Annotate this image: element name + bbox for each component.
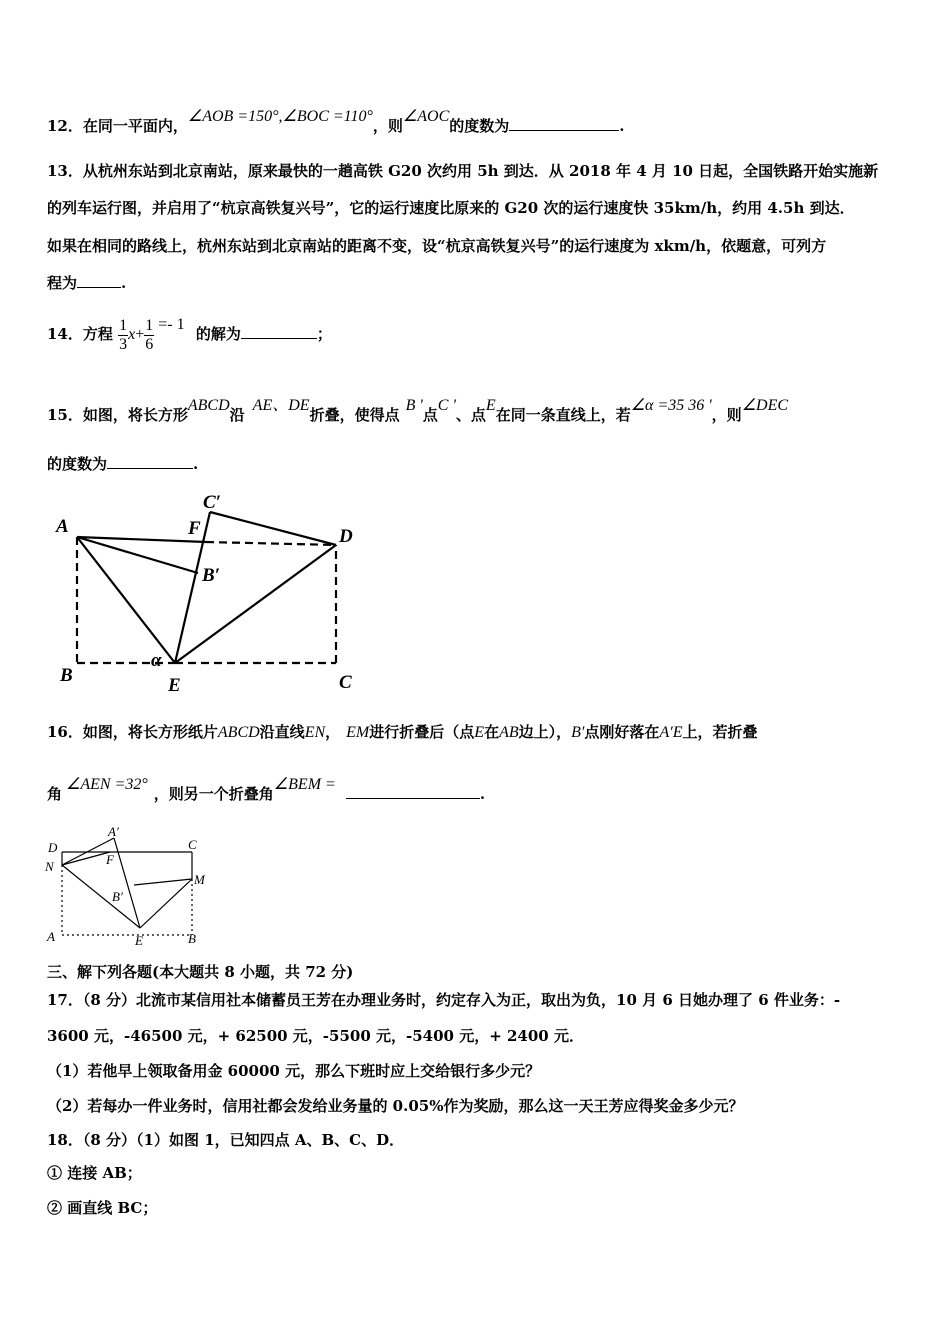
q16-line2-prefix: 角 (47, 785, 63, 803)
q12-answer-blank[interactable] (509, 116, 619, 131)
question-16 (47, 722, 758, 743)
q12-prefix: 12．在同一平面内， (47, 117, 188, 135)
question-13-line2: 的列车运行图，并启用了“杭京高铁复兴号”，它的运行速度比原来的 G20 次的运行速度快 35km/h，约用 4.5h 到达． (47, 199, 855, 217)
q16-l1: EN (304, 724, 326, 741)
q15-rect: ABCD (187, 397, 230, 414)
fig16-label-M: M (194, 872, 205, 887)
fig15-segment-AF (77, 537, 206, 542)
q15-t5: 在同一条直线上，若 (495, 406, 631, 424)
q15-line2-end: . (193, 455, 199, 473)
question-12 (47, 108, 625, 137)
q14-variable: x (128, 326, 136, 343)
fig15-segment-ABp (77, 537, 198, 573)
q16-line2-end: . (479, 785, 486, 803)
q15-t2: 折叠，使得点 (309, 406, 400, 424)
q15-p3: E (485, 397, 496, 414)
fig15-label-F: F (188, 518, 201, 539)
q12-suffix: 的度数为 (449, 117, 510, 135)
fig15-label-E: E (168, 675, 181, 696)
q16-t3: 进行折叠后（点 (369, 723, 475, 741)
figure-15 (40, 490, 370, 700)
question-18-item2: ② 画直线 BC； (47, 1199, 158, 1217)
question-17-line2: 3600 元，-46500 元，+ 62500 元，-5500 元，-5400 元，+ 2400 元． (47, 1027, 584, 1045)
fig16-segment-NE (62, 865, 140, 928)
q15-t1: 沿 (229, 406, 245, 424)
fig16-label-Bp: B′ (112, 889, 123, 904)
q13-line4-prefix: 程为 (47, 274, 78, 292)
fig16-label-F: F (106, 852, 114, 867)
q15-target: ∠DEC (741, 397, 789, 414)
question-16-line2 (47, 776, 486, 805)
q16-l2: EM (346, 724, 370, 741)
q16-t4: 在 (484, 723, 500, 741)
question-17-sub1: （1）若他早上领取备用金 60000 元，那么下班时应上交给银行多少元？ (47, 1062, 541, 1080)
q16-p1: E (474, 724, 485, 741)
fig16-segment-NF (62, 852, 110, 865)
fig15-label-Bp: B′ (202, 565, 221, 586)
q15-t4: 、点 (455, 406, 486, 424)
figure-16 (42, 822, 222, 952)
q14-fraction-2: $\frac{1}{6}$ (145, 316, 154, 353)
fig15-segment-AE (77, 537, 175, 663)
q14-fraction-1: $\frac{1}{3}$ (119, 316, 128, 353)
q16-seg2: A′E (659, 724, 683, 741)
question-13-line1: 13．从杭州东站到北京南站，原来最快的一趟高铁 G20 次约用 5h 到达．从 2018 年 4 月 10 日起，全国铁路开始实施新 (47, 162, 879, 180)
q15-t3: 点 (422, 406, 438, 424)
q15-t6: ，则 (711, 406, 742, 424)
fig15-label-B: B (60, 665, 73, 686)
q14-end: ； (316, 325, 332, 343)
q14-suffix: 的解为 (195, 325, 241, 343)
fig16-label-D: D (48, 840, 58, 855)
fig16-segment-FM (134, 879, 192, 885)
q16-seg: AB (499, 724, 519, 741)
q16-t1: 沿直线 (259, 723, 305, 741)
q14-rhs: =- 1 (158, 316, 185, 333)
fig16-label-C: C (188, 837, 197, 852)
q16-answer-blank[interactable] (346, 784, 480, 799)
q16-t6: 点刚好落在 (584, 723, 660, 741)
section-3-title: 三、解下列各题(本大题共 8 小题，共 72 分) (47, 963, 354, 981)
q15-angle: ∠α =35 36 ' (630, 397, 712, 414)
q12-expr2: ∠AOC (402, 108, 450, 125)
q14-answer-blank[interactable] (241, 324, 317, 339)
q15-p2: C ' (437, 397, 456, 414)
q16-t5: 边上）， (518, 723, 572, 741)
question-17-line1: 17．（8 分）北流市某信用社本储蓄员王芳在办理业务时，约定存入为正，取出为负，10 月 6 日她办理了 6 件业务：- (47, 991, 841, 1009)
fig16-segment-EM (140, 879, 192, 928)
q13-line4-end: . (121, 274, 127, 292)
q16-t2: ， (325, 723, 341, 741)
fig16-label-B: B (188, 931, 196, 946)
q16-p2: B′ (571, 724, 585, 741)
fig15-label-alpha: α (151, 650, 162, 671)
fig15-label-Cp: C′ (203, 492, 222, 513)
q16-rect: ABCD (217, 724, 260, 741)
fig15-edge-FD (206, 542, 336, 545)
q16-target: ∠BEM = (273, 776, 336, 793)
fig16-label-A: A (47, 929, 55, 944)
q13-answer-blank[interactable] (77, 273, 121, 288)
q15-answer-blank[interactable] (107, 454, 193, 469)
question-15-line2 (47, 454, 198, 474)
q12-end: . (619, 117, 625, 135)
q12-expr1: ∠AOB =150°,∠BOC =110° (187, 108, 373, 125)
question-13-line4 (47, 273, 126, 293)
q16-line2-mid: ，则另一个折叠角 (153, 785, 274, 803)
q15-lines: AE、DE (252, 397, 310, 414)
q14-prefix: 14．方程 (47, 325, 113, 343)
fig15-label-C: C (339, 672, 352, 693)
question-18-line1: 18．（8 分）（1）如图 1，已知四点 A、B、C、D． (47, 1131, 405, 1149)
fig16-label-E: E (135, 933, 143, 948)
question-13-line3: 如果在相同的路线上，杭州东站到北京南站的距离不变，设“杭京高铁复兴号”的运行速度为 xkm/h，依题意，可列方 (47, 237, 827, 255)
fig16-label-N: N (45, 859, 54, 874)
q12-mid: ，则 (372, 117, 403, 135)
q16-prefix: 16．如图，将长方形纸片 (47, 723, 218, 741)
q15-p1: B ' (405, 397, 423, 414)
fig15-label-A: A (56, 516, 69, 537)
fig15-segment-CpD (210, 512, 336, 545)
q14-plus: + (135, 326, 145, 343)
question-18-item1: ① 连接 AB； (47, 1164, 142, 1182)
question-17-sub2: （2）若每办一件业务时，信用社都会发给业务量的 0.05%作为奖励，那么这一天王芳应得奖金多少元？ (47, 1097, 744, 1115)
fig15-label-D: D (339, 526, 353, 547)
fig16-label-Ap: A′ (108, 824, 119, 839)
question-14 (47, 314, 332, 355)
q16-t7: 上，若折叠 (682, 723, 758, 741)
q15-line2-prefix: 的度数为 (47, 455, 108, 473)
q15-prefix: 15．如图，将长方形 (47, 406, 188, 424)
q16-angle: ∠AEN =32° (66, 776, 148, 793)
question-15 (47, 397, 789, 426)
